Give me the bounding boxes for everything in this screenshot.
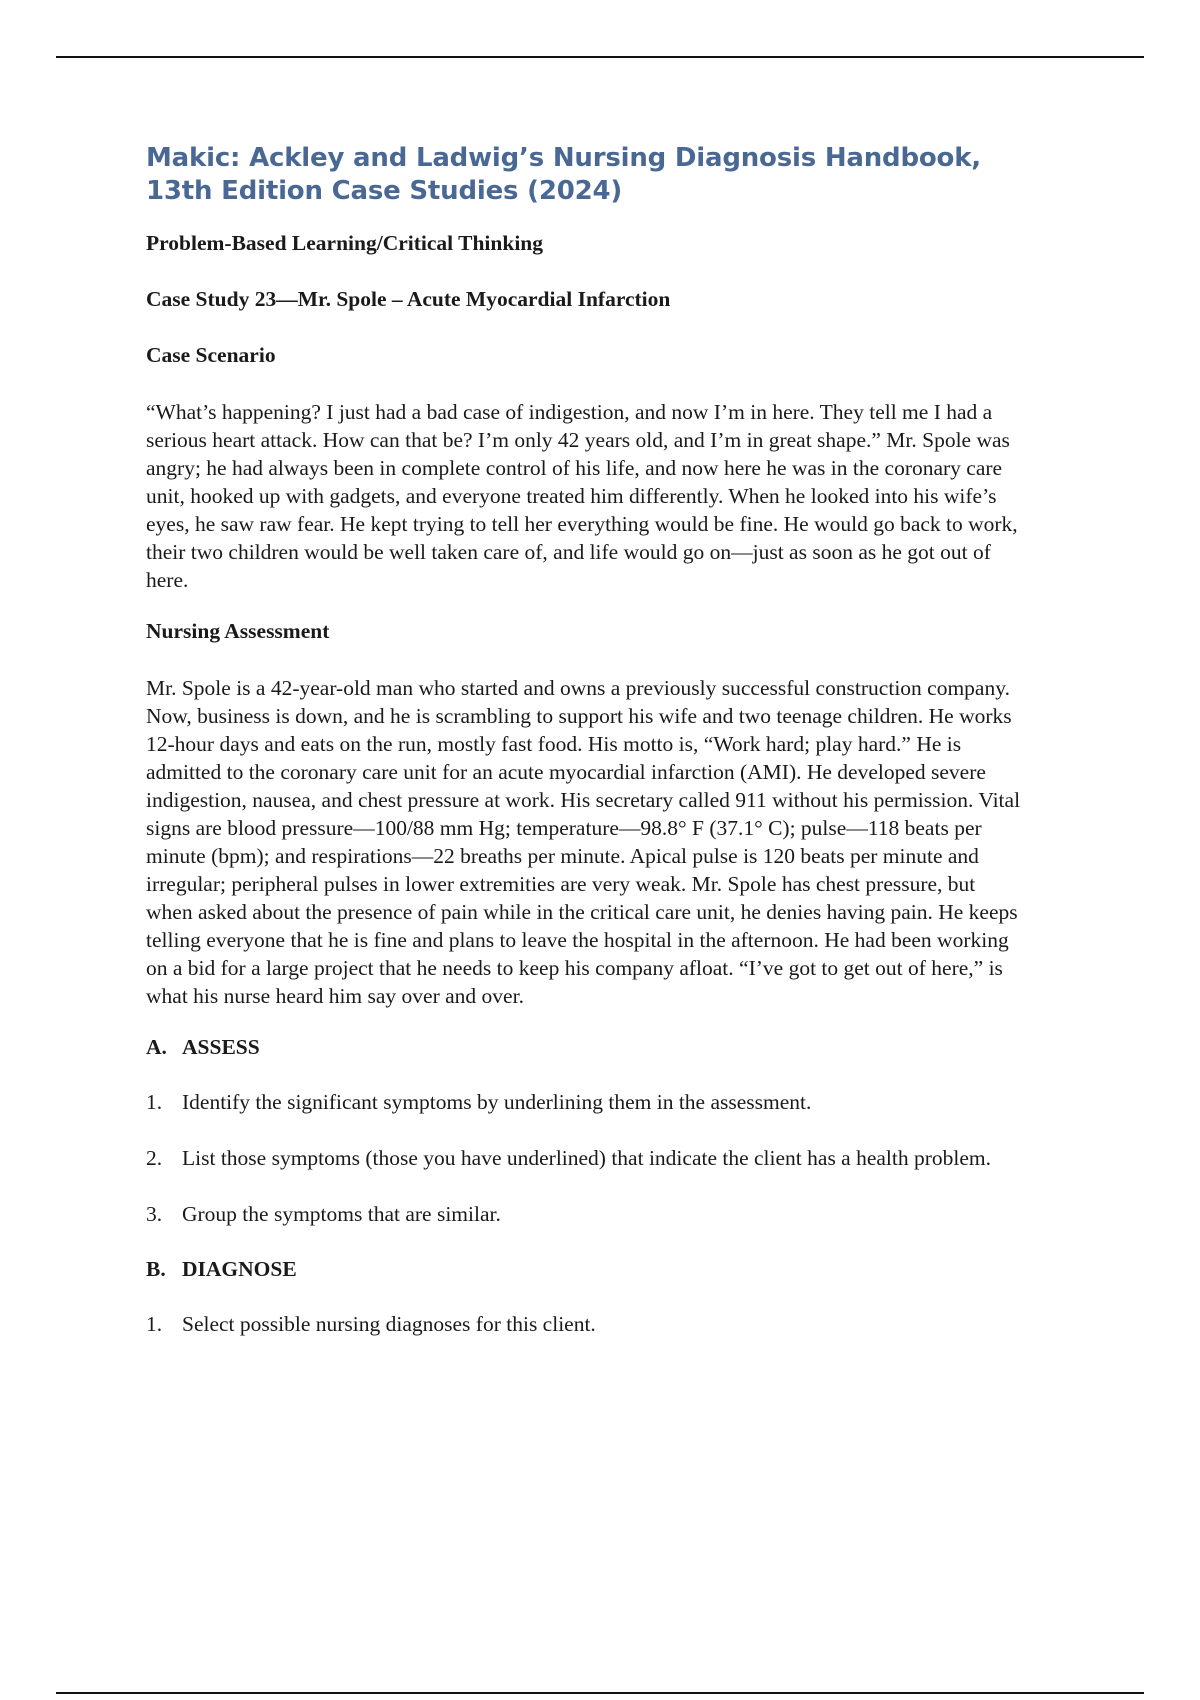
section-letter: A.: [146, 1035, 167, 1059]
item-number: 1.: [146, 1312, 163, 1336]
section-title: ASSESS: [182, 1035, 260, 1059]
bottom-rule: [56, 1692, 1144, 1694]
item-number: 1.: [146, 1090, 163, 1114]
assessment-text: Mr. Spole is a 42-year-old man who started and owns a previously successful construction company. Now, business is down, and he is scrambling to support his wife and two teenage children. He works 12-hour days and eats on the run, mostly fast food. His motto is, “Work hard; play hard.” He is admitted to the coronary care unit for an acute myocardial infarction (AMI). He developed severe indigestion, nausea, and chest pressure at work. His secretary called 911 without his permission. Vital signs are blood pressure—100/88 mm Hg; temperature—98.8° F (37.1° C); pulse—118 beats per minute (bpm); and respirations—22 breaths per minute. Apical pulse is 120 beats per minute and irregular; peripheral pulses in lower extremities are very weak. Mr. Spole has chest pressure, but when asked about the presence of pain while in the critical care unit, he denies having pain. He keeps telling everyone that he is fine and plans to leave the hospital in the afternoon. He had been working on a bid for a large project that he needs to keep his company afloat. “I’ve got to get out of here,” is what his nurse heard him say over and over.: [146, 676, 1021, 1008]
item-text: Select possible nursing diagnoses for this client.: [182, 1312, 596, 1336]
list-item: [146, 1088, 1026, 1116]
case-heading: Case Study 23—Mr. Spole – Acute Myocardial Infarction: [146, 287, 671, 311]
subtitle: Problem-Based Learning/Critical Thinking: [146, 231, 543, 255]
item-text: Group the symptoms that are similar.: [182, 1202, 501, 1226]
document-page: [146, 142, 1026, 1366]
section-heading-assess: [146, 1034, 1026, 1060]
scenario-heading: Case Scenario: [146, 343, 276, 367]
section-title: DIAGNOSE: [182, 1257, 297, 1281]
list-item: [146, 1310, 1026, 1338]
section-heading-diagnose: [146, 1256, 1026, 1282]
section-letter: B.: [146, 1257, 166, 1281]
scenario-text: “What’s happening? I just had a bad case of indigestion, and now I’m in here. They tell me I had a serious heart attack. How can that be? I’m only 42 years old, and I’m in great shape.” Mr. Spole was angry; he had always been in complete control of his life, and now here he was in the coronary care unit, hooked up with gadgets, and everyone treated him differently. When he looked into his wife’s eyes, he saw raw fear. He kept trying to tell her everything would be fine. He would go back to work, their two children would be well taken care of, and life would go on—just as soon as he got out of here.: [146, 400, 1018, 592]
document-title: Makic: Ackley and Ladwig’s Nursing Diagnosis Handbook, 13th Edition Case Studies (2024): [146, 143, 981, 206]
list-item: [146, 1144, 1026, 1172]
top-rule: [56, 56, 1144, 58]
assess-list: [146, 1088, 1026, 1228]
list-item: [146, 1200, 1026, 1228]
item-text: List those symptoms (those you have underlined) that indicate the client has a health problem.: [182, 1146, 992, 1170]
item-number: 2.: [146, 1146, 163, 1170]
item-number: 3.: [146, 1202, 163, 1226]
assessment-heading: Nursing Assessment: [146, 619, 330, 643]
item-text: Identify the significant symptoms by underlining them in the assessment.: [182, 1090, 812, 1114]
diagnose-list: [146, 1310, 1026, 1338]
